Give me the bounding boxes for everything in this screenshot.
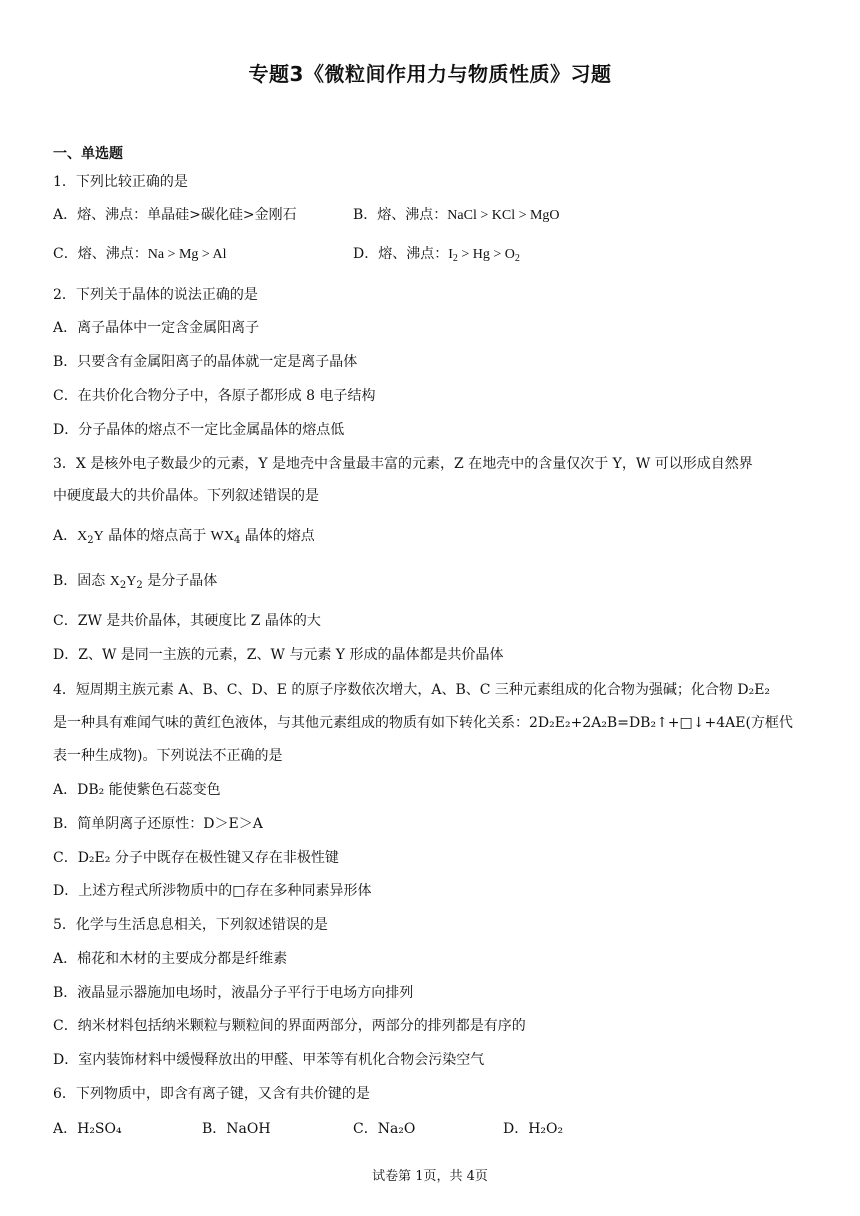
formula-subscript: 4 [233,535,241,546]
option-label: B．固态 [53,573,110,589]
question-1-stem: 1．下列比较正确的是 [53,174,188,190]
question-5-option-a: A．棉花和木材的主要成分都是纤维素 [53,951,288,967]
question-2-stem: 2．下列关于晶体的说法正确的是 [53,287,258,303]
option-label: A． [53,528,78,544]
formula-part: I [448,247,453,262]
question-4-option-a: A．DB₂ 能使紫色石蕊变色 [53,782,221,798]
option-text: 晶体的熔点 [240,528,315,544]
option-d-label: D．熔、沸点： [353,246,449,262]
question-3-stem-line-2: 中硬度最大的共价晶体。下列叙述错误的是 [53,488,319,504]
question-3-stem-line-1: 3．X 是核外电子数最少的元素，Y 是地壳中含量最丰富的元素，Z 在地壳中的含量仅次于 Y，W 可以形成自然界 [53,456,753,472]
question-4-option-b: B．简单阴离子还原性：D＞E＞A [53,816,263,832]
question-2-option-a: A．离子晶体中一定含金属阳离子 [53,320,260,336]
question-3-option-a [53,526,315,547]
question-3-option-c: C．ZW 是共价晶体，其硬度比 Z 晶体的大 [53,613,321,629]
question-4-stem-line-3: 表一种生成物)。下列说法不正确的是 [53,748,283,764]
page-footer: 试卷第 1页，共 4页 [372,1169,488,1184]
question-2-option-b: B．只要含有金属阳离子的晶体就一定是离子晶体 [53,354,358,370]
option-text: 是分子晶体 [142,573,218,589]
formula-part: X [77,529,88,544]
option-b-label: B．熔、沸点： [353,207,448,223]
option-b-formula: NaCl > KCl > MgO [447,208,560,223]
question-1-option-b [353,205,560,226]
question-4-option-d: D．上述方程式所涉物质中的□存在多种同素异形体 [53,883,372,899]
formula-part: Y [93,529,104,544]
question-4-option-c: C．D₂E₂ 分子中既存在极性键又存在非极性键 [53,850,339,866]
question-6-stem: 6．下列物质中，即含有离子键，又含有共价键的是 [53,1086,370,1102]
option-d-formula [448,247,520,262]
question-3-option-b [53,571,217,592]
question-1-option-d [353,244,520,265]
formula-subscript: 2 [514,253,520,264]
question-5-option-d: D．室内装饰材料中缓慢释放出的甲醛、甲苯等有机化合物会污染空气 [53,1052,485,1068]
question-3-option-d: D．Z、W 是同一主族的元素，Z、W 与元素 Y 形成的晶体都是共价晶体 [53,647,504,663]
formula-subscript: 2 [87,535,94,546]
formula-subscript: 2 [452,253,458,264]
formula-part: WX [210,529,234,544]
question-6-option-a: A．H₂SO₄ [53,1121,122,1137]
option-c-formula: Na > Mg > Al [147,247,227,262]
section-heading: 一、单选题 [53,146,123,162]
question-2-option-c: C．在共价化合物分子中，各原子都形成 8 电子结构 [53,388,376,404]
question-6-option-c: C．Na₂O [353,1121,416,1137]
formula-part: X [109,574,120,589]
option-text: 晶体的熔点高于 [103,528,211,544]
question-1-option-a: A．熔、沸点：单晶硅>碳化硅>金刚石 [53,207,297,223]
question-5-option-b: B．液晶显示器施加电场时，液晶分子平行于电场方向排列 [53,985,414,1001]
question-1-option-c [53,244,227,265]
formula-subscript: 2 [136,580,143,591]
option-c-label: C．熔、沸点： [53,246,148,262]
question-5-stem: 5．化学与生活息息相关，下列叙述错误的是 [53,917,328,933]
question-2-option-d: D．分子晶体的熔点不一定比金属晶体的熔点低 [53,422,345,438]
formula-part: Y [126,574,137,589]
page-title: 专题3《微粒间作用力与物质性质》习题 [248,62,612,86]
formula-subscript: 2 [119,580,127,591]
question-5-option-c: C．纳米材料包括纳米颗粒与颗粒间的界面两部分，两部分的排列都是有序的 [53,1018,526,1034]
question-4-stem-line-2: 是一种具有难闻气味的黄红色液体，与其他元素组成的物质有如下转化关系：2D₂E₂+2A₂B=DB₂↑+□↓+4AE(方框代 [53,715,793,731]
question-6-option-b: B．NaOH [202,1121,271,1137]
question-6-option-d: D．H₂O₂ [503,1121,564,1137]
formula-part: > Hg > O [457,247,515,262]
question-4-stem-line-1: 4．短周期主族元素 A、B、C、D、E 的原子序数依次增大，A、B、C 三种元素组成的化合物为强碱；化合物 D₂E₂ [53,682,771,698]
